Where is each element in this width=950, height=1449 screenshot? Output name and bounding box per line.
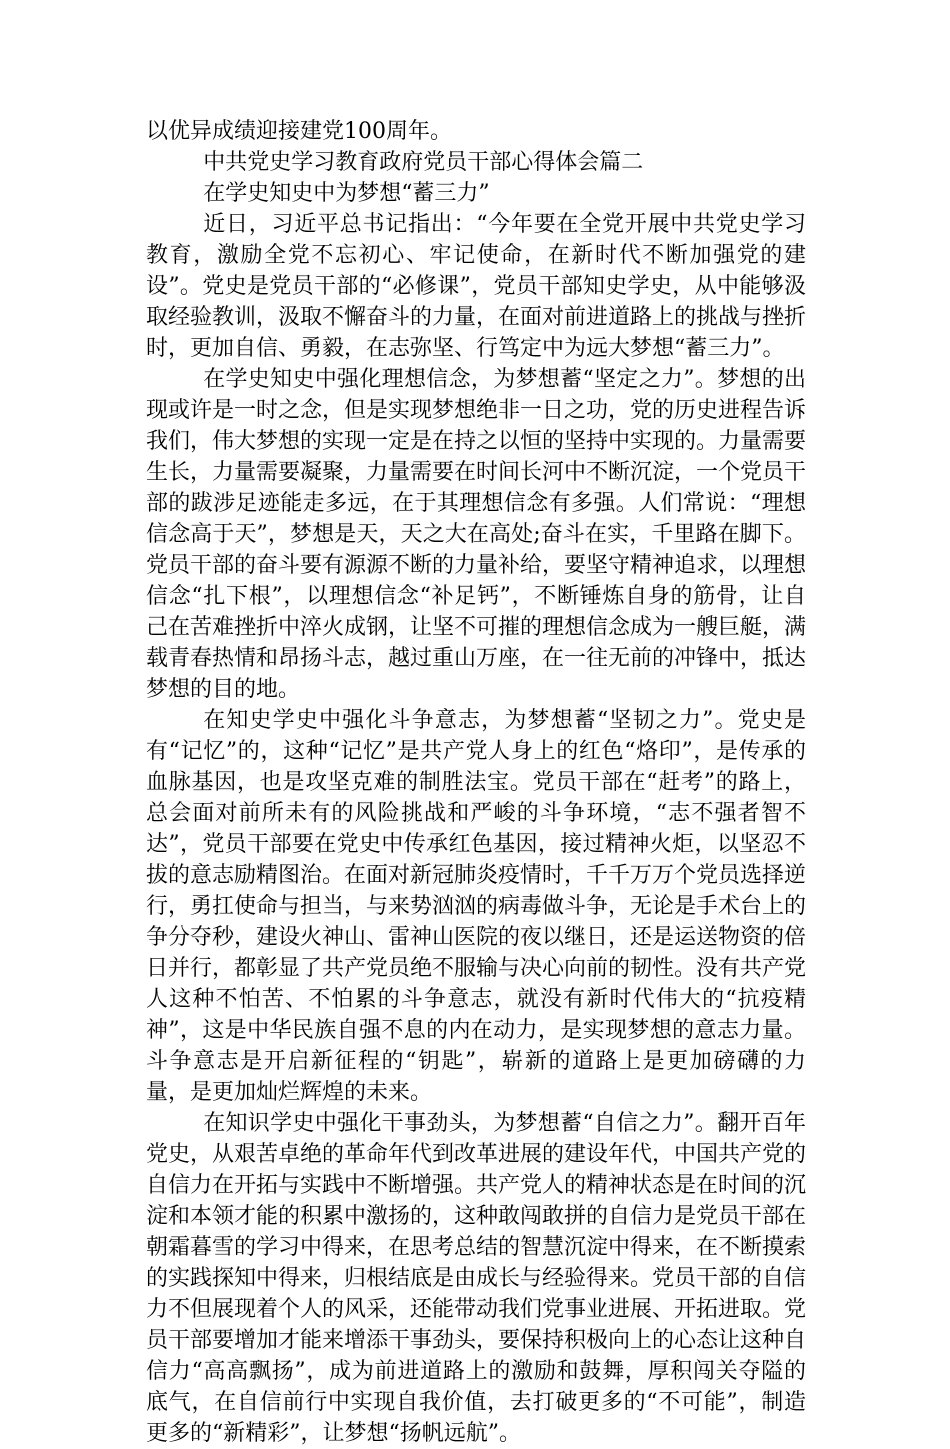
paragraph-confidence: 在知识学史中强化干事劲头，为梦想蓄“自信之力”。翻开百年党史，从艰苦卓绝的革命年代到改革进展的建设年代，中国共产党的自信力在开拓与实践中不断增强。共产党人的精神状态是在时间的沉淀和本领才能的积累中激扬的，这种敢闯敢拼的自信力是党员干部在朝霜暮雪的学习中得来，在思考总结的智慧沉淀中得来，在不断摸索的实践探知中得来，归根结底是由成长与经验得来。党员干部的自信力不但展现着个人的风采，还能带动我们党事业进展、开拓进取。党员干部要增加才能来增添干事劲头，要保持积极向上的心态让这种自信力“高高飘扬”，成为前进道路上的激励和鼓舞，厚积闯关夺隘的底气，在自信前行中实现自我价值，去打破更多的“不可能”，制造更多的“新精彩”，让梦想“扬帆远航”。 (146, 1111, 807, 1446)
article-label: 中共党史学习教育政府党员干部心得体会篇二 (203, 150, 644, 175)
paragraph-ideals: 在学史知史中强化理想信念，为梦想蓄“坚定之力”。梦想的出现或许是一时之念，但是实现梦想绝非一日之功，党的历史进程告诉我们，伟大梦想的实现一定是在持之以恒的坚持中实现的。力量需要生长，力量需要凝聚，力量需要在时间长河中不断沉淀，一个党员干部的跋涉足迹能走多远，在于其理想信念有多强。人们常说：“理想信念高于天”，梦想是天，天之大在高处;奋斗在实，千里路在脚下。党员干部的奋斗要有源源不断的力量补给，要坚守精神追求，以理想信念“扎下根”，以理想信念“补足钙”，不断锤炼自身的筋骨，让自己在苦难挫折中淬火成钢，让坚不可摧的理想信念成为一艘巨艇，满载青春热情和昂扬斗志，越过重山万座，在一往无前的冲锋中，抵达梦想的目的地。 (146, 367, 807, 702)
lead-line: 以优异成绩迎接建党100周年。 (146, 119, 452, 144)
document-body (146, 116, 806, 1449)
paragraph-struggle: 在知史学史中强化斗争意志，为梦想蓄“坚韧之力”。党史是有“记忆”的，这种“记忆”是共产党人身上的红色“烙印”，是传承的血脉基因，也是攻坚克难的制胜法宝。党员干部在“赶考”的路上，总会面对前所未有的风险挑战和严峻的斗争环境，“志不强者智不达”，党员干部要在党史中传承红色基因，接过精神火炬，以坚忍不拔的意志励精图治。在面对新冠肺炎疫情时，千千万万个党员选择逆行，勇扛使命与担当，与来势汹汹的病毒做斗争，无论是手术台上的争分夺秒，建设火神山、雷神山医院的夜以继日，还是运送物资的倍日并行，都彰显了共产党员绝不服输与决心向前的韧性。没有共产党人这种不怕苦、不怕累的斗争意志，就没有新时代伟大的“抗疫精神”，这是中华民族自强不息的内在动力，是实现梦想的意志力量。斗争意志是开启新征程的“钥匙”，崭新的道路上是更加磅礴的力量，是更加灿烂辉煌的未来。 (146, 708, 807, 1105)
article-title: 在学史知史中为梦想“蓄三力” (203, 181, 490, 206)
paragraph-intro: 近日，习近平总书记指出：“今年要在全党开展中共党史学习教育，激励全党不忘初心、牢记使命，在新时代不断加强党的建设”。党史是党员干部的“必修课”，党员干部知史学史，从中能够汲取经验教训，汲取不懈奋斗的力量，在面对前进道路上的挑战与挫折时，更加自信、勇毅，在志弥坚、行笃定中为远大梦想“蓄三力”。 (146, 212, 807, 361)
